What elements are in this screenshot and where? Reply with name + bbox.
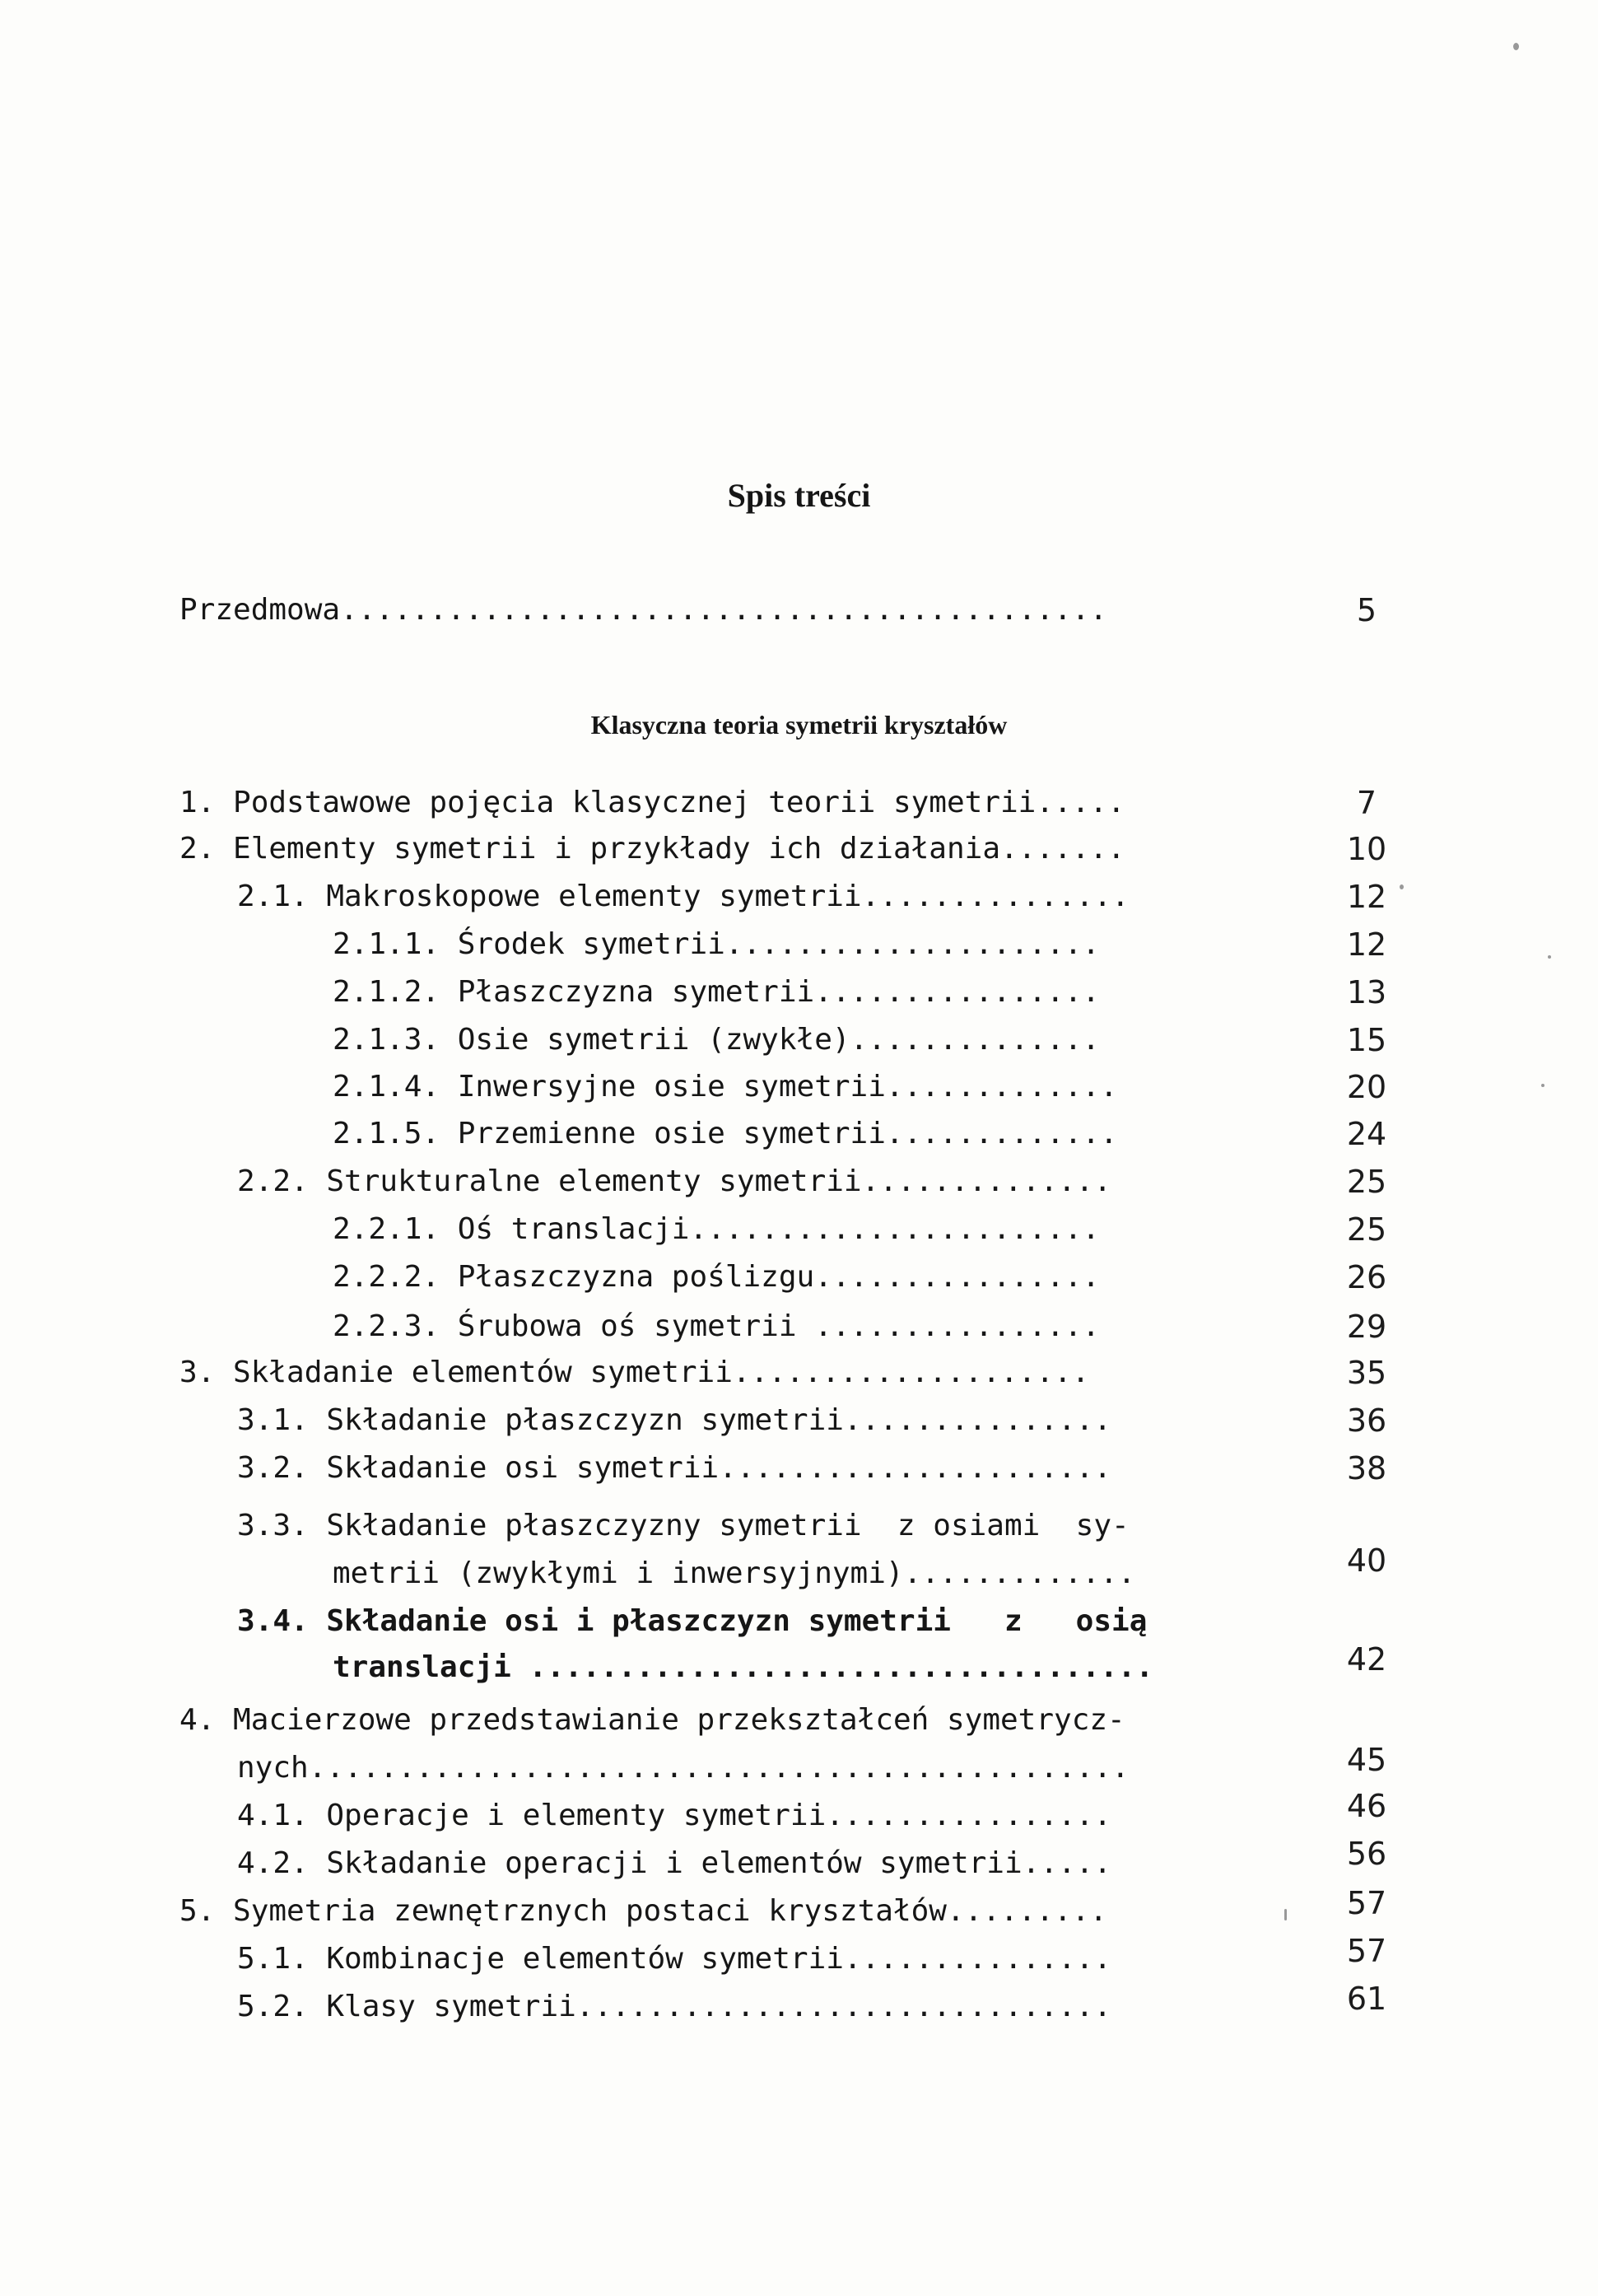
toc-entry-preface: Przedmowa........................................... (179, 593, 1108, 627)
toc-entry: 4.1. Operacje i elementy symetrii................ (237, 1799, 1112, 1832)
toc-entry: 3. Składanie elementów symetrii.................... (179, 1356, 1090, 1389)
toc-page-number: 12 (1346, 879, 1387, 915)
toc-page-number: 29 (1346, 1309, 1387, 1345)
toc-entry: 5.1. Kombinacje elementów symetrii............... (237, 1942, 1112, 1976)
toc-entry-continued: metrii (zwykłymi i inwersyjnymi)............. (333, 1556, 1136, 1590)
toc-entry: 2.1.5. Przemienne osie symetrii............. (333, 1117, 1118, 1150)
toc-page-number: 12 (1346, 926, 1387, 963)
scan-speck (1548, 955, 1551, 959)
toc-page-number: 46 (1346, 1788, 1387, 1824)
toc-page-number: 13 (1346, 974, 1387, 1010)
toc-entry: 3.1. Składanie płaszczyzn symetrii............... (237, 1403, 1112, 1437)
toc-entry: 2.1.4. Inwersyjne osie symetrii............. (333, 1070, 1118, 1104)
scan-speck (1400, 884, 1404, 889)
toc-page-number: 25 (1346, 1211, 1387, 1248)
toc-page-number: 38 (1346, 1450, 1387, 1486)
scan-speck (1284, 1909, 1287, 1920)
toc-entry: 2.2. Strukturalne elementy symetrii.............. (237, 1164, 1112, 1198)
toc-page-number: 24 (1346, 1116, 1387, 1152)
toc-entry: 2.1.2. Płaszczyzna symetrii................ (333, 975, 1100, 1009)
toc-page-number: 15 (1346, 1022, 1387, 1058)
toc-entry: 2.2.1. Oś translacji....................... (333, 1212, 1100, 1246)
toc-page-number: 7 (1356, 785, 1377, 821)
toc-entry: 5.2. Klasy symetrii.............................. (237, 1990, 1112, 2023)
toc-entry: 2.1.3. Osie symetrii (zwykłe).............. (333, 1023, 1100, 1057)
toc-entry: 2. Elementy symetrii i przykłady ich działania....... (179, 832, 1125, 866)
toc-page-number: 10 (1346, 831, 1387, 867)
scan-speck (1541, 1084, 1544, 1087)
toc-entry: 3.4. Składanie osi i płaszczyzn symetrii z osią (237, 1604, 1148, 1638)
toc-entry: 3.2. Składanie osi symetrii...................... (237, 1451, 1112, 1485)
toc-page-number: 25 (1346, 1164, 1387, 1200)
toc-page-number: 42 (1346, 1641, 1387, 1678)
toc-entry-continued: nych.............................................. (237, 1751, 1130, 1785)
toc-entry-continued: translacji ................................... (333, 1650, 1153, 1684)
toc-entry: 1. Podstawowe pojęcia klasycznej teorii symetrii..... (179, 786, 1125, 819)
scan-speck (1513, 43, 1519, 50)
toc-entry: 2.2.3. Śrubowa oś symetrii ................ (333, 1309, 1100, 1343)
toc-page-number: 20 (1346, 1069, 1387, 1105)
section-heading: Klasyczna teoria symetrii kryształów (590, 710, 1008, 740)
toc-page-number: 5 (1356, 592, 1377, 628)
toc-page-number: 61 (1346, 1981, 1387, 2017)
toc-entry: 2.1. Makroskopowe elementy symetrii............... (237, 880, 1130, 913)
toc-page-number: 40 (1346, 1542, 1387, 1579)
toc-page-number: 35 (1346, 1355, 1387, 1391)
toc-page-number: 36 (1346, 1402, 1387, 1439)
toc-entry: 5. Symetria zewnętrznych postaci kryształów......... (179, 1894, 1108, 1928)
toc-page-number: 57 (1346, 1933, 1387, 1969)
toc-entry: 2.1.1. Środek symetrii..................... (333, 927, 1100, 961)
toc-entry: 4.2. Składanie operacji i elementów symetrii..... (237, 1846, 1112, 1880)
page-title: Spis treści (727, 477, 871, 514)
toc-entry: 4. Macierzowe przedstawianie przekształceń symetrycz- (179, 1703, 1125, 1737)
toc-entry: 2.2.2. Płaszczyzna poślizgu................ (333, 1260, 1100, 1294)
toc-page-number: 26 (1346, 1259, 1387, 1295)
toc-entry: 3.3. Składanie płaszczyzny symetrii z osiami sy- (237, 1509, 1130, 1542)
toc-page-number: 57 (1346, 1885, 1387, 1921)
toc-page-number: 56 (1346, 1836, 1387, 1872)
toc-page-number: 45 (1346, 1742, 1387, 1778)
